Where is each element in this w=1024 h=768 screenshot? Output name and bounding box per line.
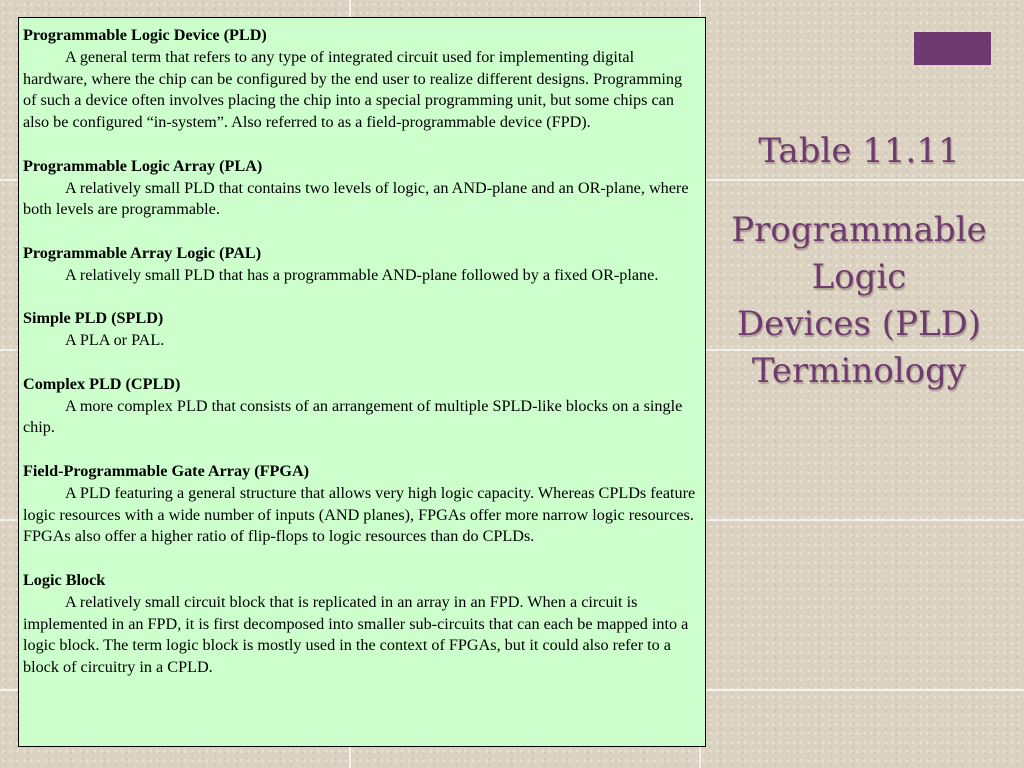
- term-definition: A relatively small PLD that has a programmable AND-plane followed by a fixed OR-plane.: [65, 265, 659, 284]
- term-definition: A more complex PLD that consists of an arrangement of multiple SPLD-like blocks on a single chip.: [23, 396, 683, 437]
- term-title: Programmable Logic Device (PLD): [23, 26, 267, 44]
- table-label: Table 11.11: [758, 131, 960, 171]
- term-entry-pld: [23, 25, 699, 134]
- slide-title: [716, 128, 1002, 395]
- term-title: Complex PLD (CPLD): [23, 374, 181, 393]
- term-entry-pal: [23, 243, 699, 287]
- term-title: Programmable Array Logic (PAL): [23, 243, 262, 262]
- term-title: Field-Programmable Gate Array (FPGA): [23, 461, 310, 480]
- term-entry-cpld: [23, 374, 699, 439]
- term-entry-logic-block: [23, 570, 699, 679]
- term-entry-pla: [23, 156, 699, 221]
- term-definition: A PLA or PAL.: [65, 331, 165, 350]
- terminology-table: [18, 17, 706, 747]
- title-line: Logic: [811, 257, 907, 297]
- term-definition: A PLD featuring a general structure that allows very high logic capacity. Whereas CPLDs feature logic resources with a wide number of inputs (AND planes), FPGAs offer more narrow logic resources. FPGAs also offer a higher ratio of flip-flops to logic resources than do CPLDs.: [23, 483, 696, 546]
- term-title: Simple PLD (SPLD): [23, 309, 164, 328]
- term-definition: A general term that refers to any type of integrated circuit used for implementing digital hardware, where the chip can be configured by the end user to realize different designs. Programming of such a device often involves placing the chip into a special programming unit, but some chips can also be configured “in-system”. Also referred to as a field-programmable device (FPD).: [23, 47, 683, 132]
- term-title: Logic Block: [23, 570, 106, 589]
- term-definition: A relatively small PLD that contains two levels of logic, an AND-plane and an OR-plane, where both levels are programmable.: [23, 178, 689, 219]
- term-definition: A relatively small circuit block that is replicated in an array in an FPD. When a circuit is implemented in an FPD, it is first decomposed into smaller sub-circuits that can each be mapped into a logic block. The term logic block is mostly used in the context of FPGAs, but it could also refer to a block of circuitry in a CPLD.: [23, 592, 689, 677]
- title-line: Programmable: [731, 210, 987, 250]
- title-line: Terminology: [751, 351, 967, 391]
- term-entry-spld: [23, 308, 699, 352]
- term-entry-fpga: [23, 461, 699, 548]
- term-title: Programmable Logic Array (PLA): [23, 156, 263, 175]
- accent-bar: [914, 32, 991, 65]
- title-line: Devices (PLD): [736, 304, 982, 344]
